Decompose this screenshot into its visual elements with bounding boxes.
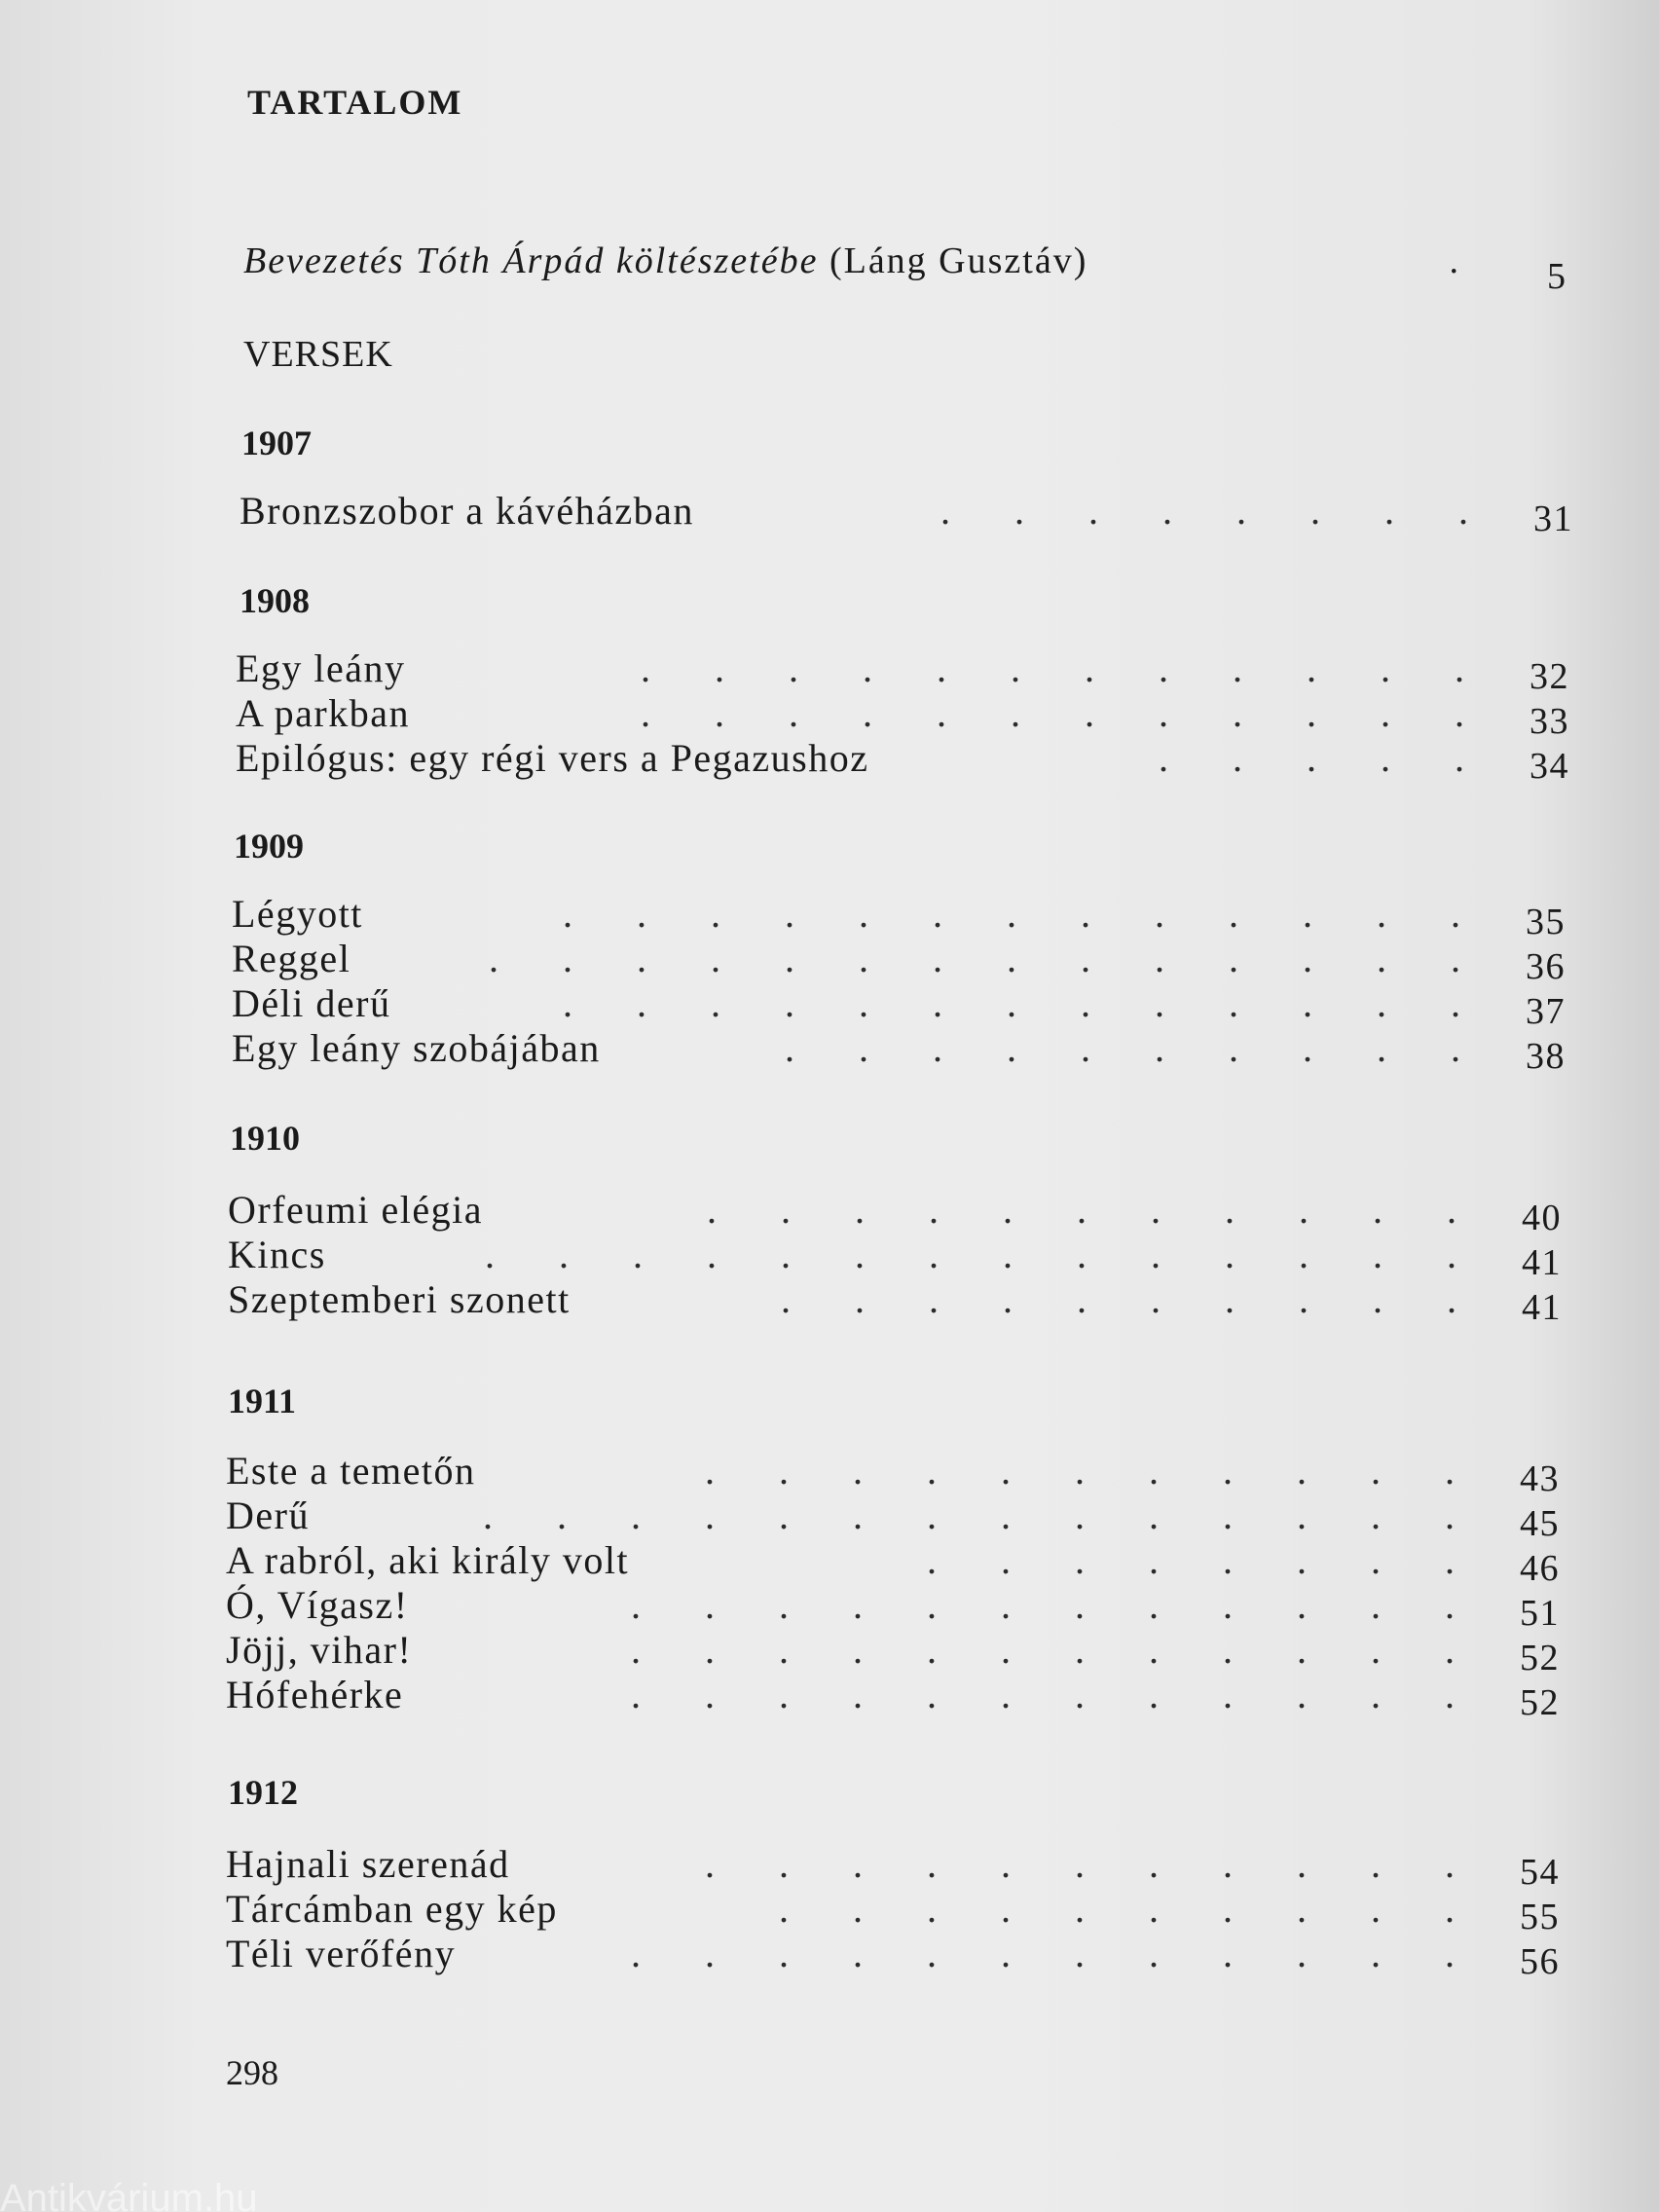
entry-page-number: 36 [1526, 946, 1566, 987]
toc-entry [226, 1628, 1560, 1678]
leader-dots: . . . . . . . . [927, 1538, 1482, 1582]
entry-page-number: 51 [1520, 1593, 1560, 1634]
entry-page-number: 55 [1520, 1897, 1560, 1937]
toc-entry [226, 1887, 1560, 1937]
entry-page-number: 45 [1520, 1503, 1560, 1544]
entry-page-number: 32 [1530, 656, 1569, 697]
leader-dots: . . . . . . . . [940, 489, 1495, 533]
toc-entry [228, 1277, 1562, 1328]
intro-page-number: 5 [1547, 256, 1567, 297]
entry-page-number: 46 [1520, 1548, 1560, 1589]
entry-title: Légyott [232, 892, 363, 936]
year-heading: 1907 [241, 424, 312, 462]
leader-dots: . . . . . . . . . . . [705, 1842, 1482, 1886]
leader-dots: . . . . . . . . . . . [705, 1449, 1482, 1493]
toc-entry [236, 646, 1569, 697]
entry-title: Ó, Vígasz! [226, 1583, 409, 1627]
entry-title: Egy leány szobájában [232, 1026, 601, 1070]
leader-dots: . . . . . . . . . . . . [631, 1932, 1482, 1975]
entry-page-number: 40 [1522, 1198, 1562, 1238]
intro-dots: . [1449, 240, 1460, 281]
entry-title: Egy leány [236, 646, 406, 690]
entry-title: Szeptemberi szonett [228, 1277, 571, 1321]
leader-dots: . . . . . . . . . . [779, 1887, 1482, 1931]
year-heading: 1912 [228, 1773, 298, 1812]
toc-entry [228, 1233, 1562, 1283]
year-heading: 1910 [230, 1119, 300, 1158]
leader-dots: . . . . . . . . . . [781, 1277, 1484, 1321]
entry-page-number: 33 [1530, 701, 1569, 742]
leader-dots: . . . . . . . . . . . . [631, 1583, 1482, 1627]
toc-entry [226, 1673, 1560, 1723]
leader-dots: . . . . . . . . . . [785, 1026, 1488, 1070]
year-heading: 1911 [228, 1382, 297, 1420]
entry-page-number: 35 [1526, 902, 1566, 942]
intro-title: Bevezetés Tóth Árpád költészetébe [243, 240, 819, 281]
leader-dots: . . . . . . . . . . . . . [563, 981, 1488, 1025]
leader-dots: . . . . . . . . . . . . . [563, 892, 1488, 936]
page-number: 298 [226, 2053, 278, 2092]
entry-title: A rabról, aki király volt [226, 1538, 630, 1582]
entry-page-number: 54 [1520, 1852, 1560, 1893]
leader-dots: . . . . . . . . . . . . . . [489, 937, 1488, 980]
entry-title: Hófehérke [226, 1673, 404, 1716]
leader-dots: . . . . . . . . . . . . [641, 691, 1492, 735]
entry-title: Téli verőfény [226, 1932, 457, 1975]
intro-author: (Láng Gusztáv) [829, 240, 1088, 281]
toc-entry [226, 1538, 1560, 1589]
year-heading: 1908 [240, 581, 310, 620]
leader-dots: . . . . . . . . . . . . [631, 1673, 1482, 1716]
entry-title: Reggel [232, 937, 351, 980]
entry-page-number: 37 [1526, 991, 1566, 1032]
entry-title: Déli derű [232, 981, 391, 1025]
entry-page-number: 43 [1520, 1458, 1560, 1499]
toc-entry [240, 489, 1573, 539]
toc-entry [232, 1026, 1566, 1077]
entry-title: Jöjj, vihar! [226, 1628, 413, 1672]
page-heading: TARTALOM [247, 83, 463, 122]
toc-entry [232, 981, 1566, 1032]
watermark: Antikvárium.hu [0, 2177, 258, 2212]
toc-entry [226, 1583, 1560, 1634]
toc-entry [226, 1842, 1560, 1893]
toc-entry [226, 1493, 1560, 1544]
toc-entry [236, 691, 1569, 742]
entry-title: A parkban [236, 691, 411, 735]
entry-title: Tárcámban egy kép [226, 1887, 558, 1931]
entry-title: Derű [226, 1493, 310, 1537]
entry-page-number: 52 [1520, 1638, 1560, 1678]
year-heading: 1909 [234, 827, 304, 866]
entry-title: Orfeumi elégia [228, 1188, 483, 1232]
entry-title: Epilógus: egy régi vers a Pegazushoz [236, 736, 869, 780]
entry-page-number: 52 [1520, 1682, 1560, 1723]
entry-page-number: 56 [1520, 1941, 1560, 1982]
entry-page-number: 41 [1522, 1242, 1562, 1283]
entry-page-number: 38 [1526, 1036, 1566, 1077]
leader-dots: . . . . . . . . . . . [707, 1188, 1484, 1232]
entry-title: Kincs [228, 1233, 326, 1276]
entry-title: Bronzszobor a kávéházban [240, 489, 694, 533]
toc-entry [236, 736, 1569, 787]
toc-entry [232, 937, 1566, 987]
leader-dots: . . . . . [1159, 736, 1492, 780]
leader-dots: . . . . . . . . . . . . [631, 1628, 1482, 1672]
intro-entry [243, 240, 1567, 297]
leader-dots: . . . . . . . . . . . . . . [483, 1493, 1482, 1537]
entry-page-number: 41 [1522, 1287, 1562, 1328]
toc-entry [226, 1449, 1560, 1499]
toc-entry [228, 1188, 1562, 1238]
entry-title: Hajnali szerenád [226, 1842, 510, 1886]
toc-entry [226, 1932, 1560, 1982]
entry-title: Este a temetőn [226, 1449, 476, 1493]
leader-dots: . . . . . . . . . . . . . . [485, 1233, 1484, 1276]
entry-page-number: 34 [1530, 746, 1569, 787]
leader-dots: . . . . . . . . . . . . [641, 646, 1492, 690]
section-label: VERSEK [243, 334, 393, 375]
entry-page-number: 31 [1533, 498, 1573, 539]
toc-entry [232, 892, 1566, 942]
